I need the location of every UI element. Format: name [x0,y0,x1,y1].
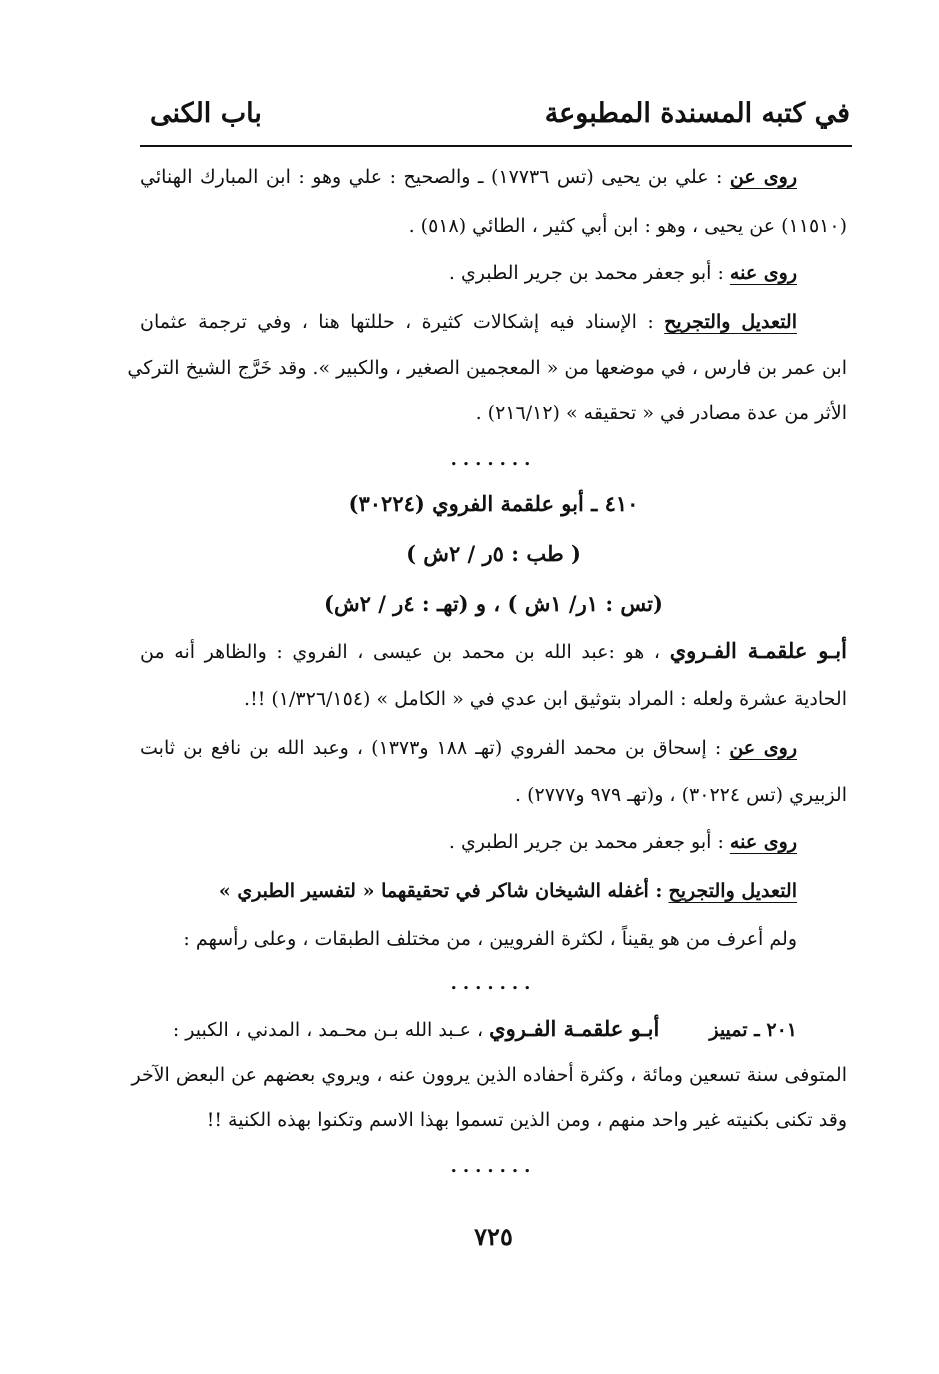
entry-410-name: أبـو علقمـة الفـروي [669,638,847,663]
entry-410-subtitle-2: (تس : ١ر/ ١ش ) ، و (تهـ : ٤ر / ٢ش) [324,591,663,616]
entry-410-note: ولم أعرف من هو يقيناً ، لكثرة الفرويين ، من مختلف الطبقات ، وعلى رأسهم : [183,928,797,950]
entry-201-line-3: وقد تكنى بكنيته غير واحد منهم ، ومن الذين تسموا بهذا الاسم وتكنوا بهذه الكنية !! [206,1109,847,1131]
header-rule [140,145,852,147]
entry-409-narrated-from-line-1: روى عن : علي بن يحيى (تس ١٧٧٣٦) ـ والصحيح : علي وهو : ابن المبارك الهنائي [140,166,797,188]
running-book-title: في كتبه المسندة المطبوعة [544,98,850,129]
entry-410-intro-line-1: أبـو علقمـة الفـروي ، هو :عبد الله بن محمد بن عيسى ، الفروي : والظاهر أنه من [140,638,847,663]
separator-dots: ....... [450,1156,537,1177]
distinction-label: ٢٠١ ـ تمييز [709,1019,797,1041]
entry-409-assessment-line-1: التعديل والتجريح : الإسناد فيه إشكالات كثيرة ، حللتها هنا ، وفي ترجمة عثمان [140,311,797,333]
running-chapter-title: باب الكنى [150,98,262,129]
page-header [140,98,850,138]
entry-409-narrated-by: روى عنه : أبو جعفر محمد بن جرير الطبري . [448,262,797,284]
entry-410-narrated-by: روى عنه : أبو جعفر محمد بن جرير الطبري . [448,831,797,853]
separator-dots: ....... [450,449,537,470]
assessment-label: التعديل والتجريح [668,880,797,902]
narrated-by-label: روى عنه [729,831,797,853]
narrated-from-label: روى عن [729,166,797,188]
entry-410-intro-line-2: الحادية عشرة ولعله : المراد بتوثيق ابن عدي في « الكامل » (١/٣٢٦/١٥٤) !!. [244,688,847,710]
narrated-from-label: روى عن [729,737,797,759]
entry-409-narrated-from-line-2: (١١٥١٠) عن يحيى ، وهو : ابن أبي كثير ، الطائي (٥١٨) . [408,215,847,237]
entry-410-subtitle-1: ( طب : ٥ر / ٢ش ) [406,541,581,566]
entry-410-title: ٤١٠ ـ أبو علقمة الفروي (٣٠٢٢٤) [348,491,639,516]
entry-410-narrated-from-line-2: الزبيري (تس ٣٠٢٢٤) ، و(تهـ ٩٧٩ و٢٧٧٧) . [514,784,847,806]
assessment-label: التعديل والتجريح [664,311,797,333]
entry-201-line-1: ٢٠١ ـ تمييز أبـو علقمـة الفـروي ، عـبد الله بـن محـمد ، المدني ، الكبير : [172,1016,797,1041]
entry-410-assessment: التعديل والتجريح : أغفله الشيخان شاكر في تحقيقهما « لتفسير الطبري » [218,880,797,902]
narrated-by-label: روى عنه [729,262,797,284]
entry-410-narrated-from-line-1: روى عن : إسحاق بن محمد الفروي (تهـ ١٨٨ و١٣٧٣) ، وعبد الله بن نافع بن ثابت [140,737,797,759]
entry-201-name: أبـو علقمـة الفـروي [489,1016,660,1041]
entry-409-assessment-line-2: ابن عمر بن فارس ، في موضعها من « المعجمين الصغير ، والكبير ». وقد خَرَّج الشيخ التركي [127,357,847,379]
entry-409-assessment-line-3: الأثر من عدة مصادر في « تحقيقه » (٢١٦/١٢) . [475,402,847,424]
separator-dots: ....... [450,973,537,994]
entry-201-line-2: المتوفى سنة تسعين ومائة ، وكثرة أحفاده الذين يروون عنه ، ويروي بعضهم عن البعض الآخر [131,1064,847,1086]
page-number: ٧٢٥ [474,1222,513,1251]
